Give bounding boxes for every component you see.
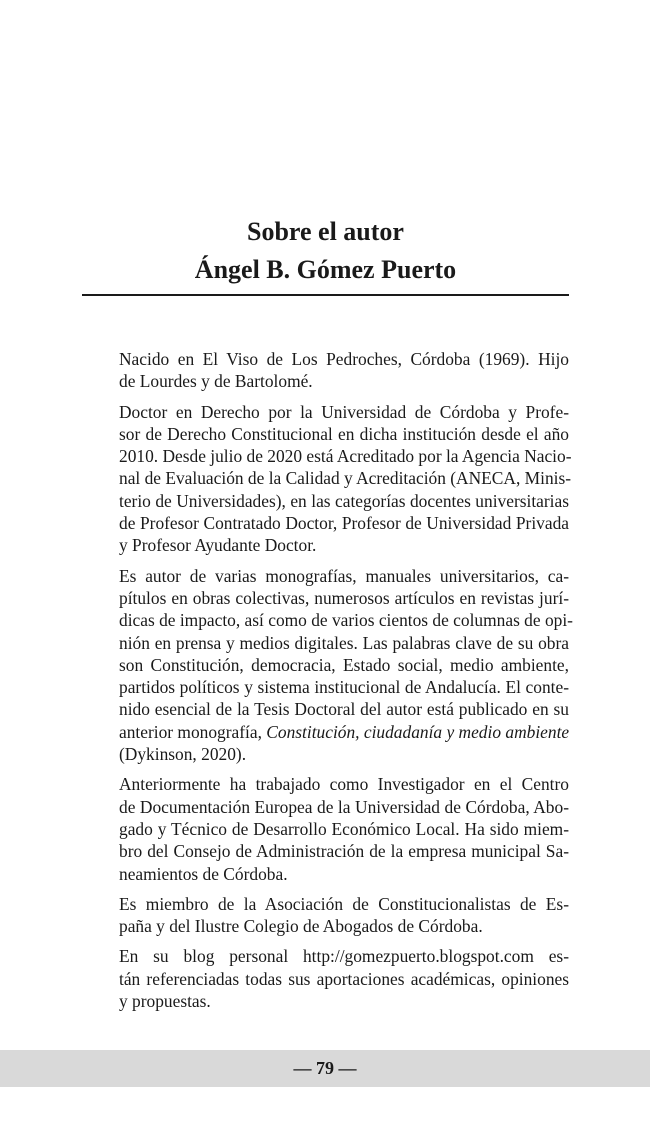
paragraph-publications xyxy=(82,565,573,766)
text-line: terio de Universidades), en las categorías docentes universitarias xyxy=(119,490,569,511)
book-title: Constitución, ciudadanía y medio ambiente xyxy=(266,721,570,742)
text-line: nido esencial de la Tesis Doctoral del autor está publicado en su xyxy=(119,699,569,720)
text-line: Anteriormente ha trabajado como Investigador en el Centro xyxy=(119,774,569,795)
footer-bar xyxy=(0,1050,650,1087)
text-line: paña y del Ilustre Colegio de Abogados de Córdoba. xyxy=(119,916,483,937)
chapter-title: Sobre el autor xyxy=(247,217,404,246)
text-line: Es miembro de la Asociación de Constitucionalistas de Es- xyxy=(119,893,569,914)
text-line-with-title xyxy=(82,721,569,743)
paragraph-academic xyxy=(82,401,572,557)
text-line: En su blog personal http://gomezpuerto.blogspot.com es- xyxy=(119,946,569,967)
author-name: Ángel B. Gómez Puerto xyxy=(194,255,457,284)
page-number: — 79 — xyxy=(293,1058,357,1078)
text-line: (Dykinson, 2020). xyxy=(119,744,247,765)
text-line: pítulos en obras colectivas, numerosos artículos en revistas jurí- xyxy=(119,587,569,608)
text-line: nión en prensa y medios digitales. Las palabras clave de su obra xyxy=(119,632,569,653)
text-line: son Constitución, democracia, Estado social, medio ambiente, xyxy=(119,654,569,675)
text-line: tán referenciadas todas sus aportaciones académicas, opiniones xyxy=(119,968,569,989)
text-line: gado y Técnico de Desarrollo Económico Local. Ha sido miem- xyxy=(119,818,569,839)
text-line: Doctor en Derecho por la Universidad de Córdoba y Profe- xyxy=(119,401,569,422)
text-line: de Profesor Contratado Doctor, Profesor de Universidad Privada xyxy=(119,513,569,534)
biography-body xyxy=(82,348,573,1020)
chapter-heading xyxy=(82,213,569,289)
text-line: neamientos de Córdoba. xyxy=(119,863,288,884)
text-line: nal de Evaluación de la Calidad y Acreditación (ANECA, Minis- xyxy=(119,468,572,489)
line-prefix: anterior monografía, xyxy=(119,721,267,742)
text-line: bro del Consejo de Administración de la empresa municipal Sa- xyxy=(119,841,569,862)
paragraph-birth xyxy=(82,348,569,393)
paragraph-blog xyxy=(82,945,569,1012)
paragraph-memberships xyxy=(82,893,569,938)
paragraph-career xyxy=(82,773,569,884)
text-line: 2010. Desde julio de 2020 está Acreditado por la Agencia Nacio- xyxy=(119,446,572,467)
text-line: de Lourdes y de Bartolomé. xyxy=(119,371,313,392)
text-line: partidos políticos y sistema institucional de Andalucía. El conte- xyxy=(119,677,569,698)
text-line: y Profesor Ayudante Doctor. xyxy=(119,535,317,556)
text-line: sor de Derecho Constitucional en dicha institución desde el año xyxy=(119,423,569,444)
heading-rule xyxy=(82,294,569,296)
text-line: Es autor de varias monografías, manuales universitarios, ca- xyxy=(119,565,569,586)
text-line: dicas de impacto, así como de varios cientos de columnas de opi- xyxy=(119,610,573,631)
text-line: Nacido en El Viso de Los Pedroches, Córdoba (1969). Hijo xyxy=(119,349,569,369)
text-line: y propuestas. xyxy=(119,991,211,1012)
text-line: de Documentación Europea de la Universidad de Córdoba, Abo- xyxy=(119,796,569,817)
